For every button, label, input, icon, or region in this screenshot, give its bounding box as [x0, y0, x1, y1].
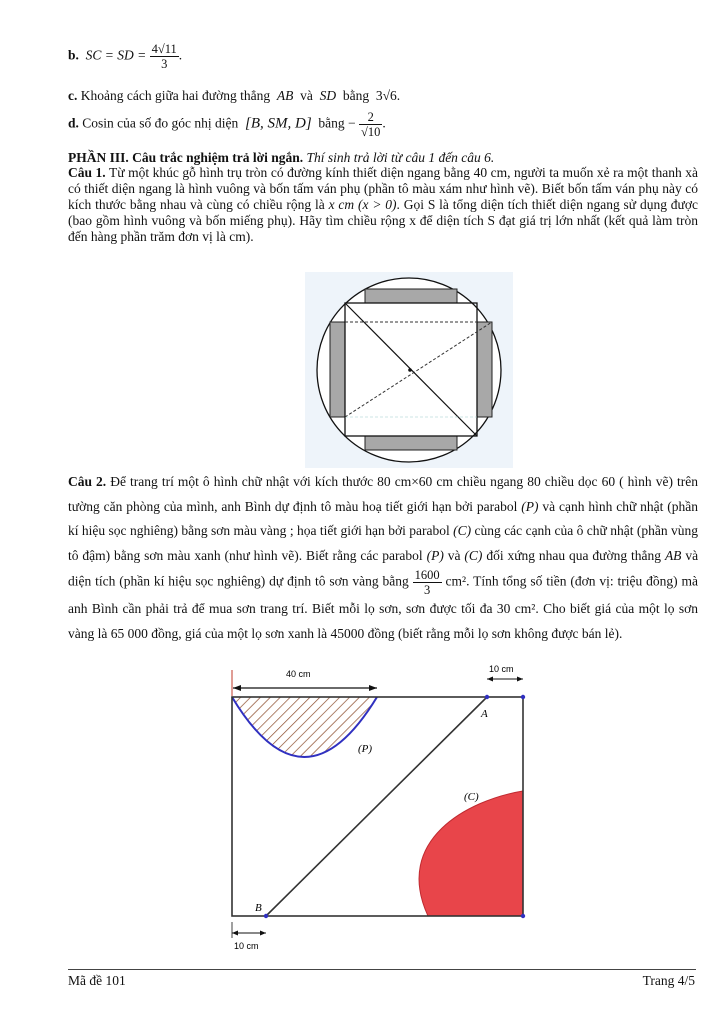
footer-page: Trang 4/5 [642, 973, 695, 988]
plank-top [365, 289, 457, 303]
question-2: Câu 2. Để trang trí một ô hình chữ nhật với kích thước 80 cm×60 cm chiều ngang 80 chiều dọc 60 ( hình vẽ) trên tường căn phòng của mình, anh Bình dự định tô màu hoạ tiết giới hạn bởi parabol (P) và cạnh hình chữ nhật (phần kí hiệu sọc nghiêng) bằng sơn màu vàng ; họa tiết giới hạn bởi parabol (C) cùng các cạnh của ô chữ nhật (phần vùng tô đậm) bằng sơn màu xanh (như hình vẽ). Biết rằng các parabol (P) và (C) đối xứng nhau qua đường thẳng AB và diện tích (phần kí hiệu sọc nghiêng) dự định tô sơn vàng bằng $\frac{1600}{3}$ cm². Tính tổng số tiền (đơn vị: triệu đồng) mà anh Bình cần phải trả để mua sơn trang trí. Biết mỗi lọ sơn, sơn được tối đa 30 cm². Cho biết giá của một lọ sơn vàng là 65 000 đồng, giá của một lọ sơn xanh là 45000 đồng (biết rằng mỗi lọ sơn không được bán lẻ). [68, 474, 699, 641]
footer-rule [68, 969, 696, 970]
label-p: (P) [358, 743, 373, 755]
area-fraction: $\frac{1600}{3}$ [414, 568, 440, 597]
answer-b-label: b. [68, 47, 79, 63]
answer-d-fraction: $\frac{2}{√10}$ [361, 110, 381, 139]
question-1: Câu 1. Từ một khúc gỗ hình trụ tròn có đường kính thiết diện ngang bằng 40 cm, người ta muốn xẻ ra một thanh xà có thiết diện ngang là hình vuông và bốn tấm ván phụ (phần tô màu xám như hình vẽ). Biết bốn tấm ván phụ này có kích thước bằng nhau và cùng có chiều rộng là x cm (x > 0). Gọi S là tổng diện tích thiết diện ngang sử dụng được (bao gồm hình vuông và bốn miếng phụ). Hãy tìm chiều rộng x để diện tích S đạt giá trị lớn nhất (kết quả làm tròn đến hàng phần trăm đơn vị là cm). [68, 165, 698, 244]
plank-bottom [365, 436, 457, 450]
plank-left [330, 322, 345, 417]
answer-b: b. SC = SD = $\frac{4√11}{3}$ . [68, 42, 183, 71]
footer-code: Mã đề 101 [68, 973, 126, 988]
point-b [264, 914, 268, 918]
point-a [485, 695, 489, 699]
answer-c-value: 3√6 [375, 88, 397, 103]
answer-c: c. Khoảng cách giữa hai đường thẳng AB và SD bằng 3√6. [68, 88, 401, 103]
label-c: (C) [464, 791, 479, 803]
answer-d: d. Cosin của số đo góc nhị diện [B, SM, D] bằng − $\frac{2}{√10}$ . [68, 110, 386, 139]
dim-40-label: 40 cm [286, 669, 311, 679]
circle-center-dot [408, 368, 412, 372]
dim-10-top-label: 10 cm [489, 664, 514, 674]
plank-right [477, 322, 492, 417]
figure-2-rectangle-design [218, 660, 538, 955]
answer-b-lhs: SC = SD = [85, 47, 147, 63]
answer-b-fraction: $\frac{4√11}{3}$ [151, 42, 177, 71]
dim-10-bottom-label: 10 cm [234, 941, 259, 951]
dim-40-arrow-right [369, 685, 377, 691]
point-top-right [521, 695, 525, 699]
question-1-label: Câu 1. [68, 165, 106, 180]
question-2-label: Câu 2. [68, 474, 107, 489]
figure-1-wood-cross-section [305, 272, 513, 468]
section-heading: PHẦN III. Câu trắc nghiệm trả lời ngắn. Thí sinh trả lời từ câu 1 đến câu 6. [68, 150, 495, 165]
label-b: B [255, 902, 262, 914]
answer-c-label: c. [68, 88, 78, 103]
dim-40-arrow-left [233, 685, 241, 691]
parabola-c-region [419, 791, 523, 916]
label-a: A [481, 708, 488, 720]
answer-d-label: d. [68, 115, 79, 131]
point-bottom-right [521, 914, 525, 918]
